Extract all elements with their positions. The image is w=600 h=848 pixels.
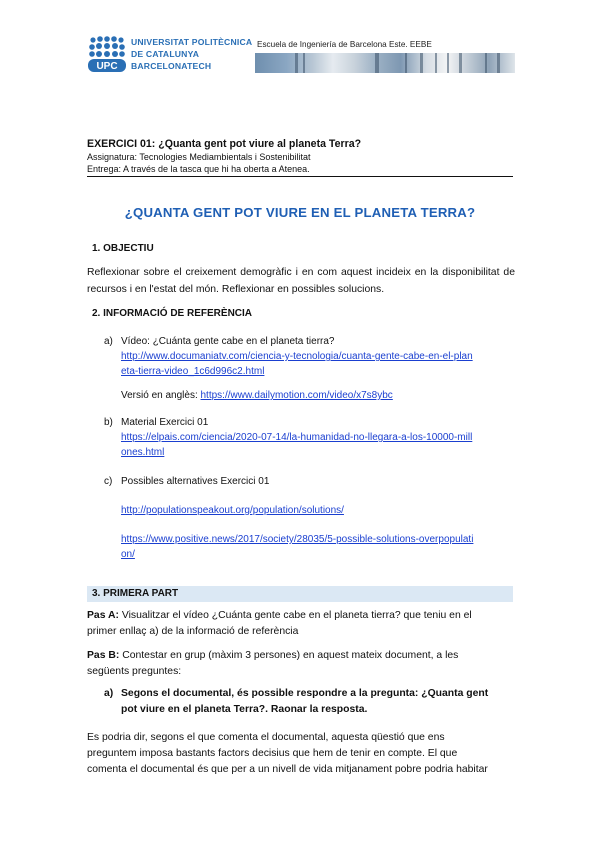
english-version-link[interactable]: https://www.dailymotion.com/video/x7s8ybc xyxy=(200,390,393,401)
header-divider xyxy=(87,176,513,177)
exercise-delivery: Entrega: A través de la tasca que hi ha oberta a Atenea. xyxy=(87,164,310,174)
question-a-marker: a) xyxy=(104,688,114,699)
school-name: Escuela de Ingeniería de Barcelona Este. EEBE xyxy=(257,40,432,49)
upc-logo-icon xyxy=(87,34,127,74)
pas-a-text: Visualitzar el vídeo ¿Cuánta gente cabe en el planeta tierra? que teniu en el xyxy=(118,610,472,621)
pas-b-line-1 xyxy=(87,648,458,665)
item-c-link-2-line-2[interactable]: on/ xyxy=(121,549,135,560)
section-1-heading: 1. OBJECTIU xyxy=(92,243,154,254)
question-a-line-1: Segons el documental, és possible respondre a la pregunta: ¿Quanta gent xyxy=(121,688,489,699)
main-title: ¿QUANTA GENT POT VIURE EN EL PLANETA TERRA? xyxy=(124,205,476,220)
logo-line-3: BARCELONATECH xyxy=(131,61,212,71)
answer-line-3: comenta el documental és que per a un nivell de vida mitjanament pobre podria habitar xyxy=(87,764,488,775)
item-c-link-2-line-1[interactable]: https://www.positive.news/2017/society/28035/5-possible-solutions-overpopulati xyxy=(121,534,474,545)
pas-b-line-2: següents preguntes: xyxy=(87,666,182,677)
item-b-link-line-2[interactable]: ones.html xyxy=(121,447,165,458)
section-1-text: Reflexionar sobre el creixement demogràfic i en com aquest incideix en la disponibilitat de recursos i en l'estat del món. Reflexionar en possibles solucions. xyxy=(87,267,515,295)
item-c-label: Possibles alternatives Exercici 01 xyxy=(121,476,270,487)
pas-b-label: Pas B: xyxy=(87,650,120,661)
item-b-marker: b) xyxy=(104,417,113,428)
item-a-label: Vídeo: ¿Cuánta gente cabe en el planeta tierra? xyxy=(121,336,335,347)
upc-badge: UPC xyxy=(96,61,118,72)
section-3-heading: 3. PRIMERA PART xyxy=(92,588,179,599)
item-c-marker: c) xyxy=(104,476,113,487)
item-a-link-line-2[interactable]: eta-tierra-video_1c6d996c2.html xyxy=(121,366,265,377)
item-a-marker: a) xyxy=(104,336,113,347)
answer-line-2: preguntem imposa bastants factors decisius que hem de tenir en compte. El que xyxy=(87,748,458,759)
logo-line-1: UNIVERSITAT POLITÈCNICA xyxy=(131,37,253,47)
item-a-link-line-1[interactable]: http://www.documaniatv.com/ciencia-y-tecnologia/cuanta-gente-cabe-en-el-plan xyxy=(121,351,473,362)
item-b-label: Material Exercici 01 xyxy=(121,417,209,428)
pas-a-line-2: primer enllaç a) de la informació de referència xyxy=(87,626,299,637)
english-version-label: Versió en anglès: xyxy=(121,390,201,401)
logo-line-2: DE CATALUNYA xyxy=(131,49,200,59)
pas-a-label: Pas A: xyxy=(87,610,119,621)
section-2-heading: 2. INFORMACIÓ DE REFERÈNCIA xyxy=(92,308,253,319)
upc-logo xyxy=(87,34,252,74)
pas-a-line-1 xyxy=(87,608,472,625)
item-c-link-1[interactable]: http://populationspeakout.org/population/solutions/ xyxy=(121,505,344,516)
exercise-subject: Assignatura: Tecnologies Mediambientals i Sostenibilitat xyxy=(87,152,311,162)
item-b-link-line-1[interactable]: https://elpais.com/ciencia/2020-07-14/la-humanidad-no-llegara-a-los-10000-mill xyxy=(121,432,473,443)
answer-line-1: Es podria dir, segons el que comenta el documental, aquesta qüestió que ens xyxy=(87,732,445,743)
item-a-english-version xyxy=(121,390,393,401)
question-a-line-2: pot viure en el planeta Terra?. Raonar la resposta. xyxy=(121,704,368,715)
exercise-title: EXERCICI 01: ¿Quanta gent pot viure al planeta Terra? xyxy=(87,138,362,150)
header-banner-image xyxy=(255,53,515,73)
pas-b-text: Contestar en grup (màxim 3 persones) en aquest mateix document, a les xyxy=(119,650,459,661)
